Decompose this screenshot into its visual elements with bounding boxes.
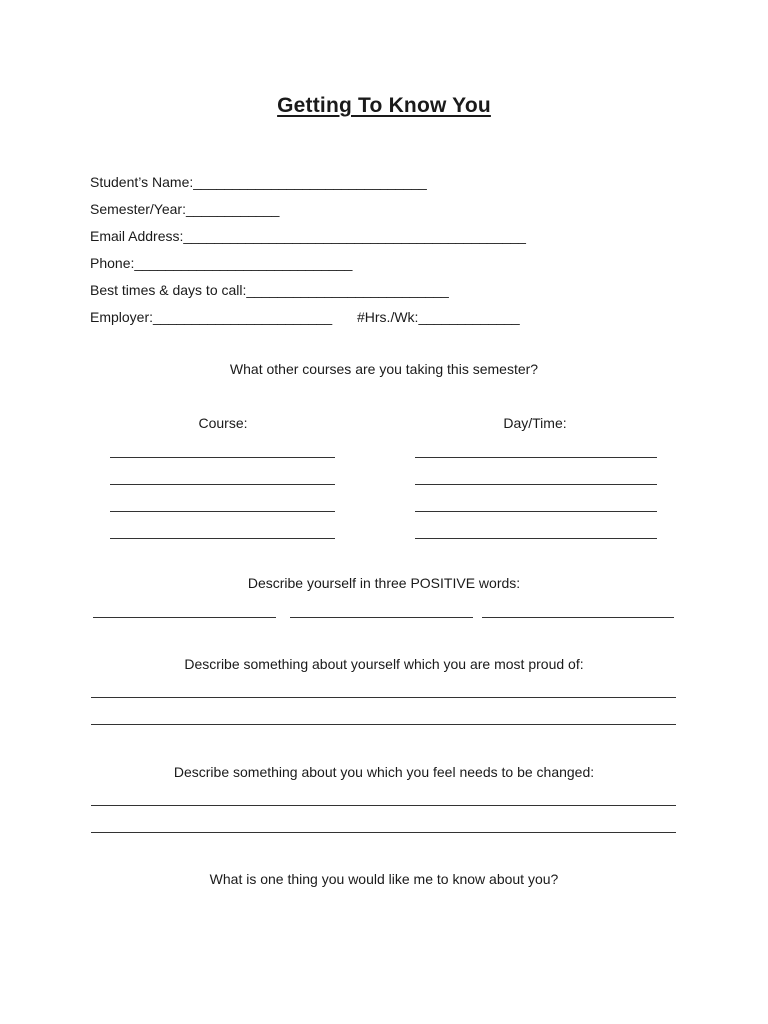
- course-column-header: Course:: [198, 415, 248, 431]
- page-title: Getting To Know You: [277, 94, 491, 117]
- daytime-line[interactable]: [415, 457, 657, 458]
- positive-word-line[interactable]: [482, 617, 674, 618]
- positive-words-prompt: Describe yourself in three POSITIVE words:: [247, 575, 521, 591]
- courses-prompt: What other courses are you taking this semester?: [229, 361, 539, 377]
- course-line[interactable]: [110, 484, 335, 485]
- proud-answer-line[interactable]: [91, 724, 676, 725]
- best-times-field[interactable]: Best times & days to call:__________________________: [90, 282, 449, 298]
- course-line[interactable]: [110, 511, 335, 512]
- hours-per-week-field[interactable]: #Hrs./Wk:_____________: [357, 309, 520, 325]
- change-prompt: Describe something about you which you feel needs to be changed:: [173, 764, 595, 780]
- positive-word-line[interactable]: [290, 617, 473, 618]
- course-line[interactable]: [110, 538, 335, 539]
- student-name-field[interactable]: Student’s Name:______________________________: [90, 174, 427, 190]
- email-address-field[interactable]: Email Address:____________________________________________: [90, 228, 526, 244]
- change-answer-line[interactable]: [91, 832, 676, 833]
- phone-field[interactable]: Phone:____________________________: [90, 255, 353, 271]
- semester-year-field[interactable]: Semester/Year:____________: [90, 201, 280, 217]
- positive-word-line[interactable]: [93, 617, 276, 618]
- daytime-line[interactable]: [415, 511, 657, 512]
- change-answer-line[interactable]: [91, 805, 676, 806]
- know-prompt: What is one thing you would like me to know about you?: [209, 871, 559, 887]
- course-line[interactable]: [110, 457, 335, 458]
- proud-prompt: Describe something about yourself which you are most proud of:: [184, 656, 584, 672]
- proud-answer-line[interactable]: [91, 697, 676, 698]
- daytime-column-header: Day/Time:: [503, 415, 567, 431]
- daytime-line[interactable]: [415, 538, 657, 539]
- daytime-line[interactable]: [415, 484, 657, 485]
- employer-field[interactable]: Employer:_______________________: [90, 309, 333, 325]
